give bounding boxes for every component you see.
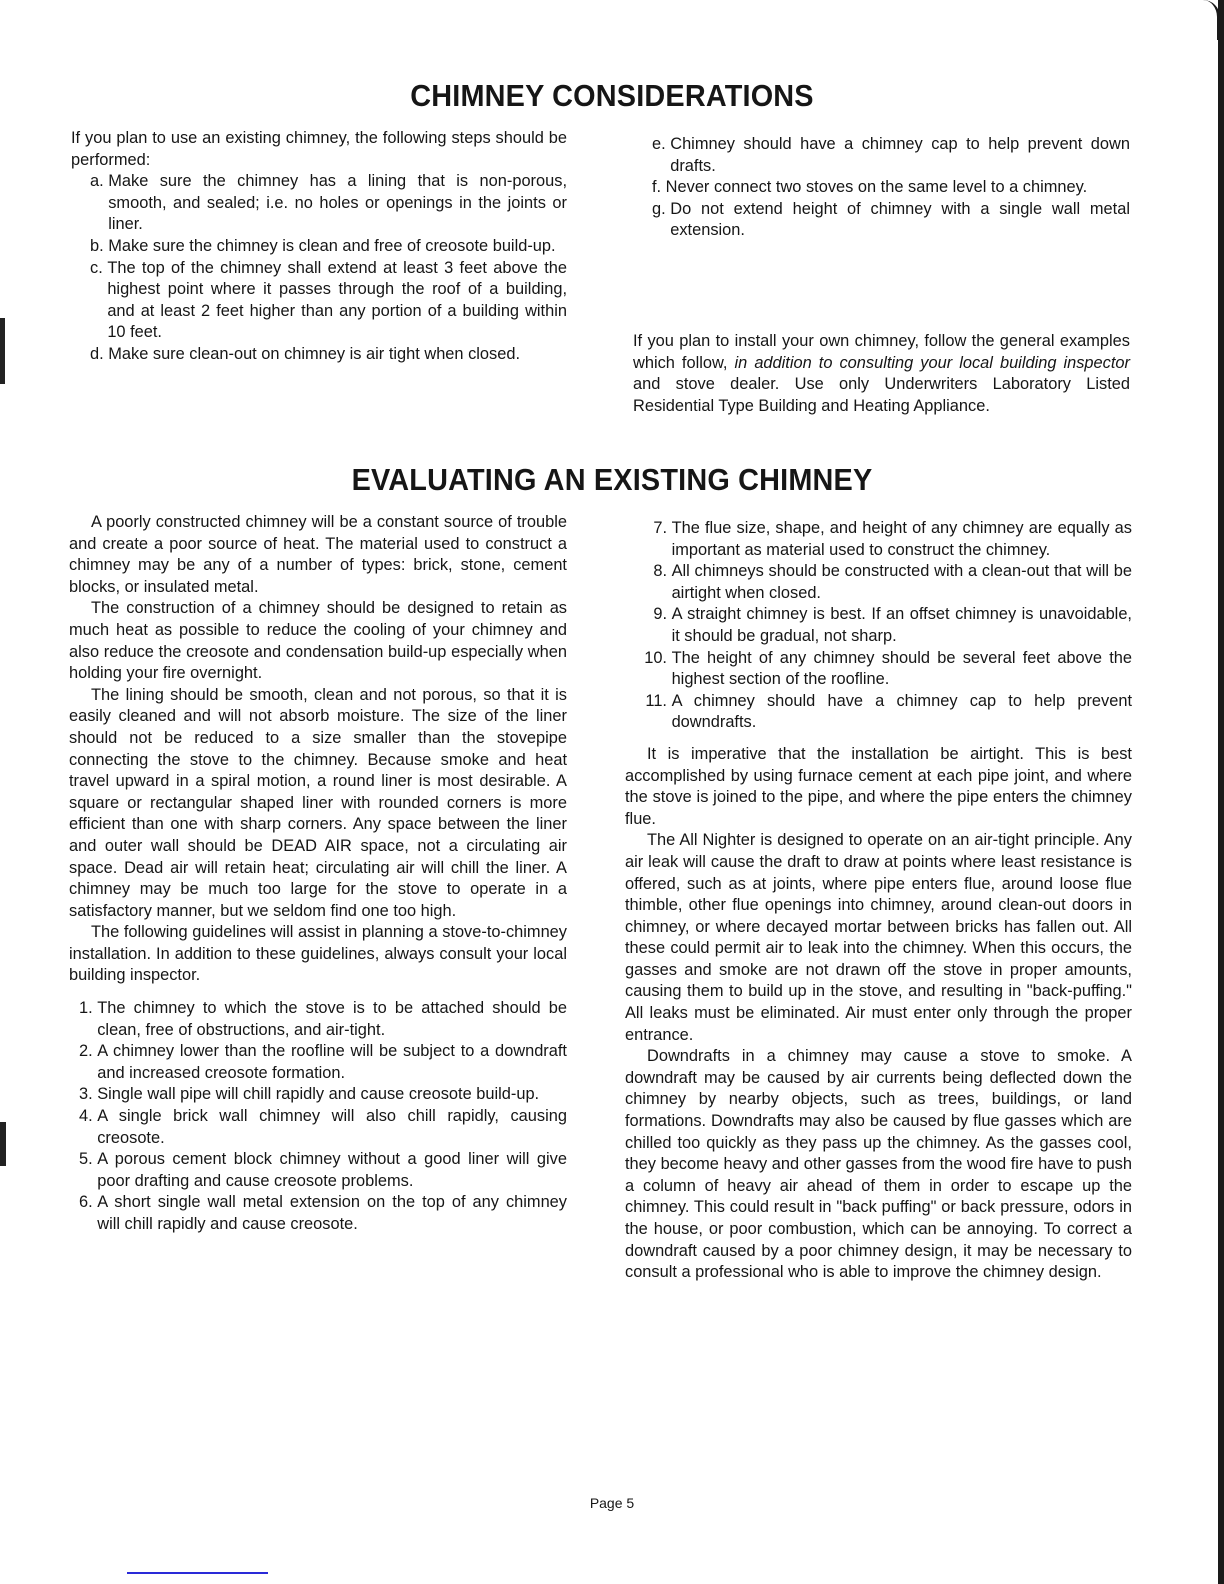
guidelines-list [69,998,567,1236]
considerations-left-column [71,128,567,366]
considerations-intro: If you plan to use an existing chimney, the following steps should be performed: [71,129,567,169]
list-item-text: Make sure the chimney is clean and free of creosote build-up. [108,236,556,255]
guidelines-list-continued [625,518,1132,734]
list-item-text: Single wall pipe will chill rapidly and cause creosote build-up. [97,1085,540,1104]
list-item-text: A straight chimney is best. If an offset chimney is unavoidable, it should be gradual, not sharp. [671,605,1132,645]
list-item [652,177,1130,199]
list-item-label: f. [652,178,662,197]
list-item [652,199,1130,242]
own-chimney-italic-text: in addition to consulting your local building inspector [734,353,1130,372]
list-item-text: All chimneys should be constructed with a clean-out that will be airtight when closed. [671,562,1132,602]
list-item-label: 4. [79,1107,93,1126]
list-item-text: A chimney lower than the roofline will be subject to a downdraft and increased creosote formation. [97,1042,567,1082]
list-item-text: A single brick wall chimney will also chill rapidly, causing creosote. [97,1107,567,1147]
list-item [79,1041,567,1084]
body-paragraph: It is imperative that the installation be airtight. This is best accomplished by using furnace cement at each pipe joint, and where the stove is joined to the pipe, and where the pipe enters the chimney flue. [625,744,1132,828]
list-item [79,1192,567,1235]
list-item [625,604,1132,647]
list-item-label: 2. [79,1042,93,1061]
bottom-rule [127,1572,268,1574]
list-item-text: Chimney should have a chimney cap to help prevent down drafts. [670,135,1130,175]
list-item [79,1084,567,1106]
section-title-chimney-considerations: CHIMNEY CONSIDERATIONS [410,78,814,113]
list-item-text: The chimney to which the stove is to be attached should be clean, free of obstructions, and air-tight. [97,999,567,1039]
list-item-label: 6. [79,1193,93,1212]
list-item-label: a. [90,172,104,191]
list-item-label: 7. [653,519,667,537]
body-paragraph: A poorly constructed chimney will be a constant source of trouble and create a poor source of heat. The material used to construct a chimney may be any of a number of types: brick, stone, cement blocks, or insulated metal. [69,513,567,596]
body-paragraph: The All Nighter is designed to operate on an air-tight principle. Any air leak will cause the draft to draw at points where least resistance is offered, such as at joints, where pipe enters flue, around loose flue thimble, other flue openings into chimney, around clean-out doors in chimney, or where decayed mortar between bricks has fallen out. All these could permit air to leak into the chimney. When this occurs, the gasses and smoke are not drawn off the stove in proper amounts, causing them to build up in the stove, and resulting in "back-puffing." All leaks must be eliminated. Air must enter only through the proper entrance. [625,831,1132,1044]
list-item-label: d. [90,344,104,363]
list-item-label: c. [90,258,103,277]
list-item [90,258,567,344]
list-item-label: g. [652,199,666,218]
scan-edge [1218,0,1224,1584]
list-item-text: Make sure the chimney has a lining that is non-porous, smooth, and sealed; i.e. no holes or openings in the joints or liner. [108,172,567,234]
own-chimney-text: If you plan to install your own chimney, follow the general examples which follow, [633,332,1130,372]
section-title-evaluating-chimney: EVALUATING AN EXISTING CHIMNEY [351,462,873,497]
list-item [90,236,567,258]
binding-mark [0,318,5,384]
list-item-text: The top of the chimney shall extend at least 3 feet above the highest point where it passes through the roof of a building, and at least 2 feet higher than any portion of a building within 10 feet. [107,258,567,342]
list-item [625,518,1132,561]
body-paragraph: Downdrafts in a chimney may cause a stove to smoke. A downdraft may be caused by air currents being deflected down the chimney by nearby objects, such as trees, buildings, or land formations. Downdrafts may also be caused by flue gasses which are chilled too quickly as they pass up the chimney. As the gasses cool, they become heavy and other gasses from the wood fire have to push a column of heavy air ahead of them in order to escape up the chimney. This could result in "back puffing" or back pressure, odors in the house, or poor combustion, which can be annoying. To correct a downdraft caused by a poor chimney design, it may be necessary to consult a professional who is able to improve the chimney design. [625,1047,1132,1282]
list-item-text: Do not extend height of chimney with a single wall metal extension. [670,199,1130,240]
list-item [79,1149,567,1192]
list-item [625,561,1132,604]
list-item [79,1106,567,1149]
body-paragraph: The construction of a chimney should be designed to retain as much heat as possible to reduce the cooling of your chimney and also reduce the creosote and condensation build-up especially when holding your fire overnight. [69,599,567,683]
list-item-label: 10. [644,648,667,667]
list-item-label: e. [652,135,666,153]
considerations-list [71,171,567,365]
list-item [625,691,1132,734]
list-item-text: The flue size, shape, and height of any chimney are equally as important as material used to construct the chimney. [671,519,1132,559]
list-item-text: Never connect two stoves on the same level to a chimney. [665,178,1088,197]
list-item-label: 11. [645,691,667,710]
list-item [90,171,567,236]
considerations-right-column [652,134,1130,242]
list-item [652,134,1130,177]
list-item-label: 8. [653,562,667,581]
list-item-label: 5. [79,1150,93,1169]
list-item-label: b. [90,236,104,255]
binding-mark [0,1122,6,1166]
list-item-label: 3. [79,1085,93,1104]
list-item-label: 9. [653,605,667,624]
list-item-text: The height of any chimney should be several feet above the highest section of the roofline. [671,648,1132,689]
list-item [90,344,567,366]
body-paragraph: The lining should be smooth, clean and not porous, so that it is easily cleaned and will not absorb moisture. The size of the liner should not be reduced to a size smaller than the stovepipe connecting the stove to the chimney. Because smoke and heat travel upward in a spiral motion, a round liner is most desirable. A square or rectangular shaped liner with rounded corners is more efficient than one with sharp corners. Any space between the liner and outer wall should be DEAD AIR space, not a circulating air space. Dead air will retain heat; circulating air will chill the liner. A chimney may be much too large for the stove to operate in a satisfactory manner, but we seldom find one too high. [69,685,567,920]
list-item-label: 1. [79,999,93,1018]
list-item [625,648,1132,691]
own-chimney-text-end: and stove dealer. Use only Underwriters Laboratory Listed Residential Type Building and Heating Appliance. [633,375,1130,415]
considerations-list-continued [652,134,1130,242]
list-item-text: Make sure clean-out on chimney is air tight when closed. [108,344,521,363]
list-item-text: A short single wall metal extension on the top of any chimney will chill rapidly and cause creosote. [97,1193,567,1233]
body-paragraph: The following guidelines will assist in planning a stove-to-chimney installation. In addition to these guidelines, always consult your local building inspector. [69,923,567,985]
own-chimney-paragraph [633,331,1130,417]
list-item-text: A porous cement block chimney without a good liner will give poor drafting and cause creosote problems. [97,1150,567,1190]
page-number: Page 5 [589,1495,635,1511]
list-item [79,998,567,1041]
list-item-text: A chimney should have a chimney cap to help prevent downdrafts. [671,691,1132,732]
evaluating-left-column [69,512,567,1236]
evaluating-right-column [625,518,1132,1284]
